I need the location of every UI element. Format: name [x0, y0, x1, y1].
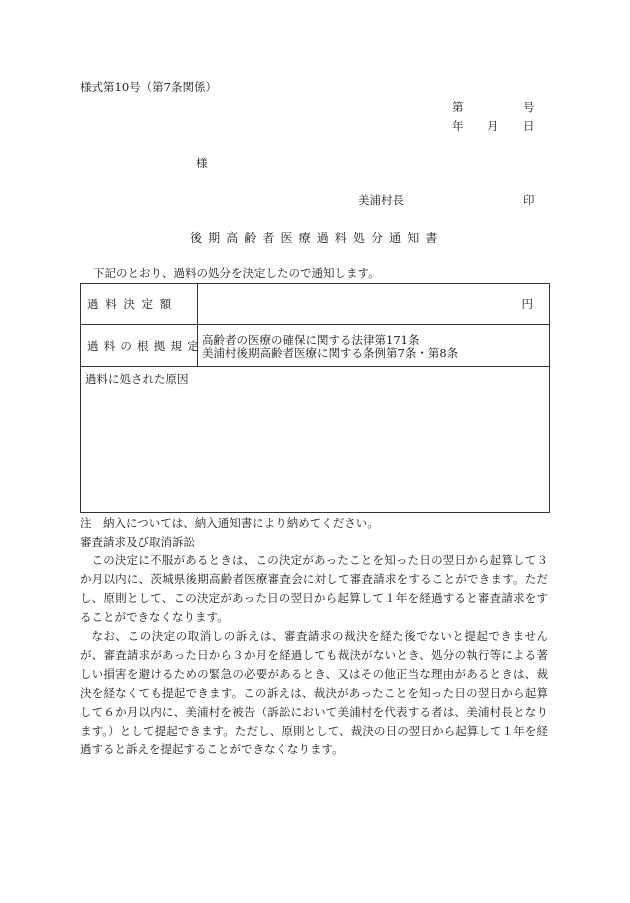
date-day-label: 日 — [523, 119, 535, 133]
addressee-honorific: 様 — [196, 156, 208, 170]
form-number: 様式第10号（第7条関係） — [80, 80, 217, 94]
basis-provision-line: 高齢者の医療の確保に関する法律第171条 — [202, 333, 420, 347]
appeal-heading: 審査請求及び取消訴訟 — [80, 535, 195, 549]
basis-provision-line: 美浦村後期高齢者医療に関する条例第7条・第8条 — [202, 346, 459, 360]
date-year-label: 年 — [452, 119, 464, 133]
amount-unit: 円 — [521, 297, 533, 311]
seal-mark: 印 — [523, 193, 535, 207]
basis-label-cell — [81, 325, 204, 366]
appeal-paragraph-2: なお、この決定の取消しの訴えは、審査請求の裁決を経た後でないと提起できませんが、審査請求があった日から３か月を経過しても裁決がないとき、処分の執行等による著しい損害を避けるための緊急の必要があるとき、又はその他正当な理由があるときは、裁決を経なくても提起できます。この訴えは、裁決があったことを知った日の翌日から起算して６か月以内に、美浦村を被告（訴訟において美浦村を代表する者は、美浦村長となります。）として提起できます。ただし、原則として、裁決の日の翌日から起算して１年を経過すると訴えを提起することができなくなります。 — [80, 629, 548, 757]
cause-label: 過料に処された原因 — [85, 372, 189, 386]
amount-row — [81, 284, 549, 325]
intro-text: 下記のとおり、過料の処分を決定したので通知します。 — [93, 266, 380, 280]
basis-row — [81, 325, 549, 367]
document-number-prefix: 第 — [452, 100, 464, 114]
issuer-title: 美浦村長 — [358, 193, 404, 207]
document-title: 後期高齢者医療過料処分通知書 — [190, 231, 444, 245]
basis-provisions — [202, 334, 458, 360]
amount-label: 過料決定額 — [87, 297, 178, 311]
basis-label: 過料の根拠規定 — [87, 338, 204, 353]
document-number-suffix: 号 — [523, 100, 535, 114]
date-month-label: 月 — [487, 119, 499, 133]
cause-row — [81, 367, 549, 512]
penalty-table — [80, 283, 550, 513]
appeal-paragraph-1: この決定に不服があるときは、この決定があったことを知った日の翌日から起算して３か月以内に、茨城県後期高齢者医療審査会に対して審査請求をすることができます。ただし、原則として、この決定があった日の翌日から起算して１年を経過すると審査請求をすることができなくなります。 — [80, 553, 548, 624]
amount-label-cell — [81, 284, 198, 324]
payment-note: 注 納入については、納入通知書により納めてください。 — [80, 516, 379, 530]
